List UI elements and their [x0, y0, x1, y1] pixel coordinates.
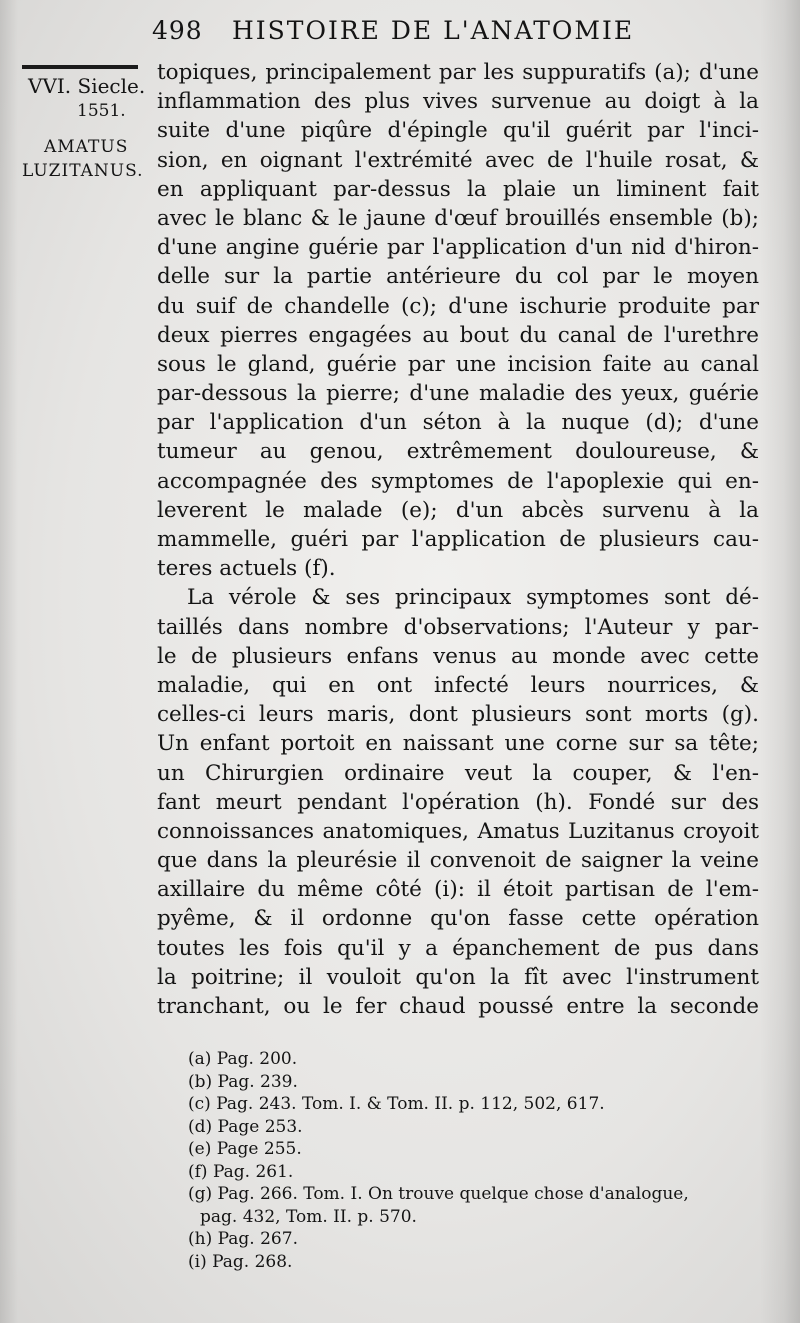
footnote: (a) Pag. 200. [188, 1049, 298, 1069]
text-line: topiques, principalement par les suppuratifs (a); d'une [157, 60, 759, 85]
text-line: teres actuels (f). [157, 556, 336, 582]
text-line: accompagnée des symptomes de l'apoplexie qui en- [157, 468, 759, 494]
text-line: maladie, qui en ont infecté leurs nourrices, & [157, 672, 759, 698]
running-header [152, 16, 772, 50]
margin-century: VVI. Siecle. [28, 74, 146, 98]
text-line: par-dessous la pierre; d'une maladie des yeux, guérie [157, 381, 759, 407]
page-number: 498 [152, 16, 203, 45]
text-line: celles-ci leurs maris, dont plusieurs sont morts (g). [157, 702, 759, 728]
margin-year: 1551. [77, 101, 126, 121]
footnote: (f) Pag. 261. [188, 1161, 294, 1182]
text-line: le de plusieurs enfans venus au monde avec cette [157, 643, 759, 669]
footnote: (d) Page 253. [188, 1116, 303, 1137]
text-line: taillés dans nombre d'observations; l'Auteur y par- [157, 614, 759, 640]
footnote: (i) Pag. 268. [188, 1251, 293, 1272]
running-title: HISTOIRE DE L'ANATOMIE [232, 16, 635, 45]
text-line: deux pierres engagées au bout du canal de l'urethre [157, 322, 759, 348]
text-line: inflammation des plus vives survenue au doigt à la [157, 89, 759, 115]
body-text [157, 58, 759, 1021]
text-line: fant meurt pendant l'opération (h). Fondé sur des [157, 789, 759, 815]
text-line: un Chirurgien ordinaire veut la couper, & l'en- [157, 760, 759, 786]
text-line: axillaire du même côté (i): il étoit partisan de l'em- [157, 877, 759, 903]
text-line: sous le gland, guérie par une incision faite au canal [157, 351, 759, 377]
text-line: en appliquant par-dessus la plaie un liminent fait [157, 176, 759, 202]
text-line: que dans la pleurésie il convenoit de saigner la veine [157, 848, 759, 874]
text-line: du suif de chandelle (c); d'une ischurie produite par [157, 293, 759, 319]
footnote: (e) Page 255. [188, 1139, 302, 1159]
text-line: leverent le malade (e); d'un abcès survenu à la [157, 497, 759, 523]
text-line: Un enfant portoit en naissant une corne sur sa tête; [157, 731, 759, 757]
text-line: d'une angine guérie par l'application d'un nid d'hiron- [157, 235, 759, 261]
text-line: tumeur au genou, extrêmement douloureuse, & [157, 439, 759, 465]
text-line: sion, en oignant l'extrémité avec de l'huile rosat, & [157, 147, 759, 173]
text-line: par l'application d'un séton à la nuque (d); d'une [157, 410, 759, 436]
page-shadow-left [0, 0, 18, 1323]
footnote: (b) Pag. 239. [188, 1071, 298, 1092]
margin-rule [22, 65, 138, 69]
footnote-continuation: pag. 432, Tom. II. p. 570. [200, 1206, 417, 1227]
footnote: (h) Pag. 267. [188, 1229, 298, 1249]
text-line: la poitrine; il vouloit qu'on la fît avec l'instrument [157, 964, 759, 990]
text-line: delle sur la partie antérieure du col par le moyen [157, 264, 759, 290]
text-line: La vérole & ses principaux symptomes sont dé- [187, 585, 759, 611]
footnotes [188, 1048, 768, 1273]
margin-author-line2: LUZITANUS. [22, 161, 144, 181]
text-line: connoissances anatomiques, Amatus Luzitanus croyoit [157, 818, 759, 844]
text-line: mammelle, guéri par l'application de plusieurs cau- [157, 527, 759, 552]
footnote: (c) Pag. 243. Tom. I. & Tom. II. p. 112, 502, 617. [188, 1094, 605, 1114]
margin-author-line1: AMATUS [44, 137, 129, 157]
text-line: pyême, & il ordonne qu'on fasse cette opération [157, 906, 759, 932]
footnote: (g) Pag. 266. Tom. I. On trouve quelque chose d'analogue, [188, 1184, 689, 1204]
text-line: avec le blanc & le jaune d'œuf brouillés ensemble (b); [157, 205, 759, 231]
text-line: toutes les fois qu'il y a épanchement de pus dans [157, 935, 759, 961]
text-line: suite d'une piqûre d'épingle qu'il guérit par l'inci- [157, 118, 759, 144]
text-line: tranchant, ou le fer chaud poussé entre la seconde [157, 994, 759, 1019]
